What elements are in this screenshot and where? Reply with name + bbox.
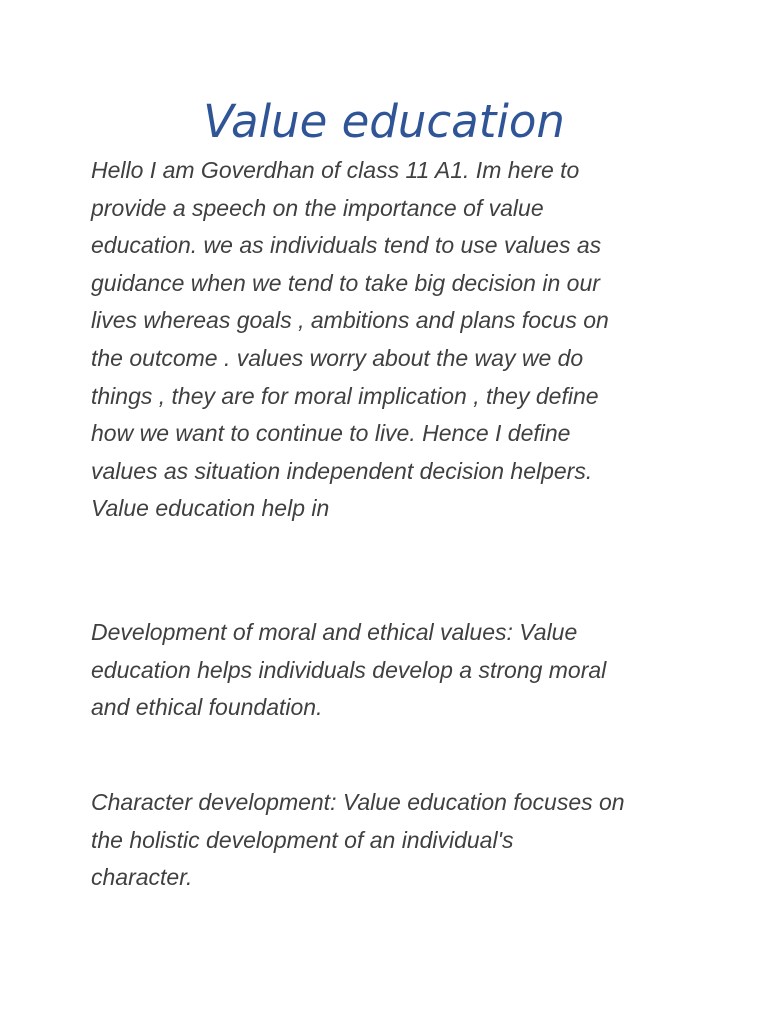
intro-paragraph: Hello I am Goverdhan of class 11 A1. Im here to provide a speech on the importance of value education. we as individuals tend to use values as guidance when we tend to take big decision in our lives whereas goals , ambitions and plans focus on the outcome . values worry about the way we do things , they are for moral implication , they define how we want to continue to live. Hence I define values as situation independent decision helpers. Value education help in bbox=[91, 157, 609, 522]
document-title: Value education bbox=[203, 95, 565, 148]
character-development-paragraph: Character development: Value education focuses on the holistic development of an individual's character. bbox=[91, 789, 625, 891]
moral-values-paragraph: Development of moral and ethical values: Value education helps individuals develop a strong moral and ethical foundation. bbox=[91, 619, 607, 721]
